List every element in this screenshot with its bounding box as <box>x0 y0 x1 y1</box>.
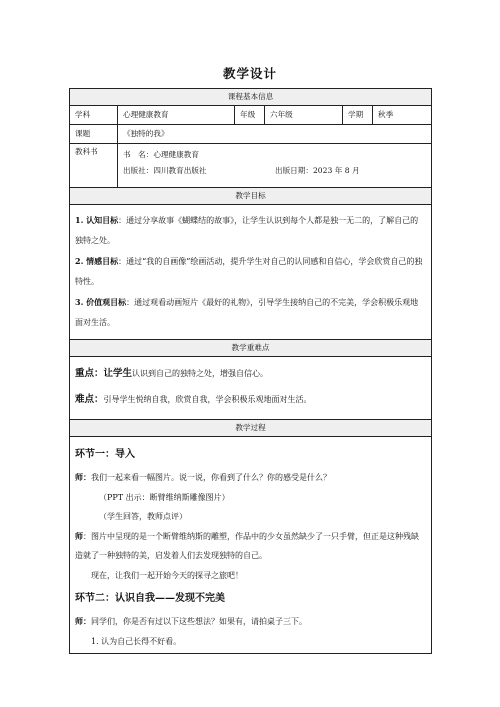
focus-label: 重点： <box>75 368 104 379</box>
goal-item <box>75 292 426 333</box>
goals-header-row <box>70 188 432 205</box>
step2-title: 环节二：认识自我——发现不完美 <box>75 593 225 604</box>
lesson-plan-table <box>69 88 432 654</box>
difficulty-text: 引导学生悦纳自我，欣赏自我，学会积极乐观地面对生活。 <box>103 395 312 404</box>
term-label: 学期 <box>343 106 373 125</box>
focus-text: 认识到自己的独特之处，增强自信心。 <box>132 369 269 378</box>
teacher-label-2: 师 <box>75 530 83 541</box>
process-row <box>70 437 432 654</box>
goal-item <box>75 210 426 251</box>
step2-line1 <box>75 612 426 632</box>
teacher-label: 师： <box>75 472 91 482</box>
process-content <box>70 437 432 654</box>
teacher-label-3: 师： <box>75 616 91 626</box>
goals-header: 教学目标 <box>70 188 432 205</box>
goals-content <box>70 205 432 340</box>
key-points-row <box>70 357 432 420</box>
term-value: 秋季 <box>373 106 432 125</box>
goal-text: ：通过观看动画短片《最好的礼物》，引导学生接纳自己的不完美，学会积极乐观地面对生活。 <box>75 298 419 327</box>
document-title: 教学设计 <box>222 66 277 81</box>
goal-label: 2. 情感目标 <box>75 256 119 266</box>
step1-line2 <box>75 527 426 566</box>
subject-row <box>70 106 432 125</box>
textbook-label: 教科书 <box>70 144 118 188</box>
process-header: 教学过程 <box>70 420 432 437</box>
step1-line2-text: ：图片中呈现的是一个断臂维纳斯的雕塑，作品中的少女虽然缺少了一只手臂，但正是这种残缺造就了一种独特的美，启发着人们去发现独特的自己。 <box>75 531 419 560</box>
difficulty-line <box>75 387 426 413</box>
goal-item <box>75 251 426 292</box>
topic-row <box>70 125 432 144</box>
textbook-details <box>118 144 432 188</box>
publish-date: 出版日期：2023 年 8 月 <box>275 166 360 175</box>
book-name: 书 名：心理健康教育 <box>123 150 199 159</box>
focus-line <box>75 361 426 387</box>
step1-title: 环节一：导入 <box>75 449 135 460</box>
focus-bold: 让学生 <box>103 368 133 379</box>
student-note: （学生回答，教师点评） <box>99 512 187 521</box>
ppt-note: （PPT 出示：断臂维纳斯雕像图片） <box>99 492 230 502</box>
goal-label: 3. 价值观目标 <box>75 297 127 307</box>
key-points-header-row <box>70 340 432 357</box>
goal-text: ：通过“我的自画像”绘画活动，提升学生对自己的认同感和自信心，学会欣赏自己的独特性。 <box>75 257 423 286</box>
grade-label: 年级 <box>235 106 265 125</box>
difficulty-label: 难点： <box>75 394 104 405</box>
key-points-header: 教学重难点 <box>70 340 432 357</box>
goals-row <box>70 205 432 340</box>
goal-text: ：通过分享故事《蝴蝶结的故事》，让学生认识到每个人都是独一无二的，了解自己的独特之处。 <box>75 216 419 245</box>
step1-line3: 现在，让我们一起开始今天的探寻之旅吧！ <box>91 570 243 580</box>
step2-item1: 1. 认为自己长得不好看。 <box>91 636 182 646</box>
subject-value: 心理健康教育 <box>118 106 235 125</box>
topic-label: 课题 <box>70 125 118 144</box>
key-points-content <box>70 357 432 420</box>
step2-line1-text: 同学们，你是否有过以下这些想法？如果有，请拍桌子三下。 <box>91 617 307 626</box>
textbook-row <box>70 144 432 188</box>
step1-line1-text: 我们一起来看一幅图片。说一说，你看到了什么？你的感受是什么？ <box>91 473 331 482</box>
goal-label: 1. 认知目标 <box>75 215 119 225</box>
subject-label: 学科 <box>70 106 118 125</box>
step1-line1 <box>75 468 426 488</box>
process-header-row <box>70 420 432 437</box>
basic-info-header: 课程基本信息 <box>70 89 432 106</box>
publisher: 出版社：四川教育出版社 <box>123 166 207 175</box>
grade-value: 六年级 <box>265 106 343 125</box>
basic-info-header-row <box>70 89 432 106</box>
topic-value: 《独特的我》 <box>118 125 432 144</box>
publication-line <box>123 163 426 179</box>
